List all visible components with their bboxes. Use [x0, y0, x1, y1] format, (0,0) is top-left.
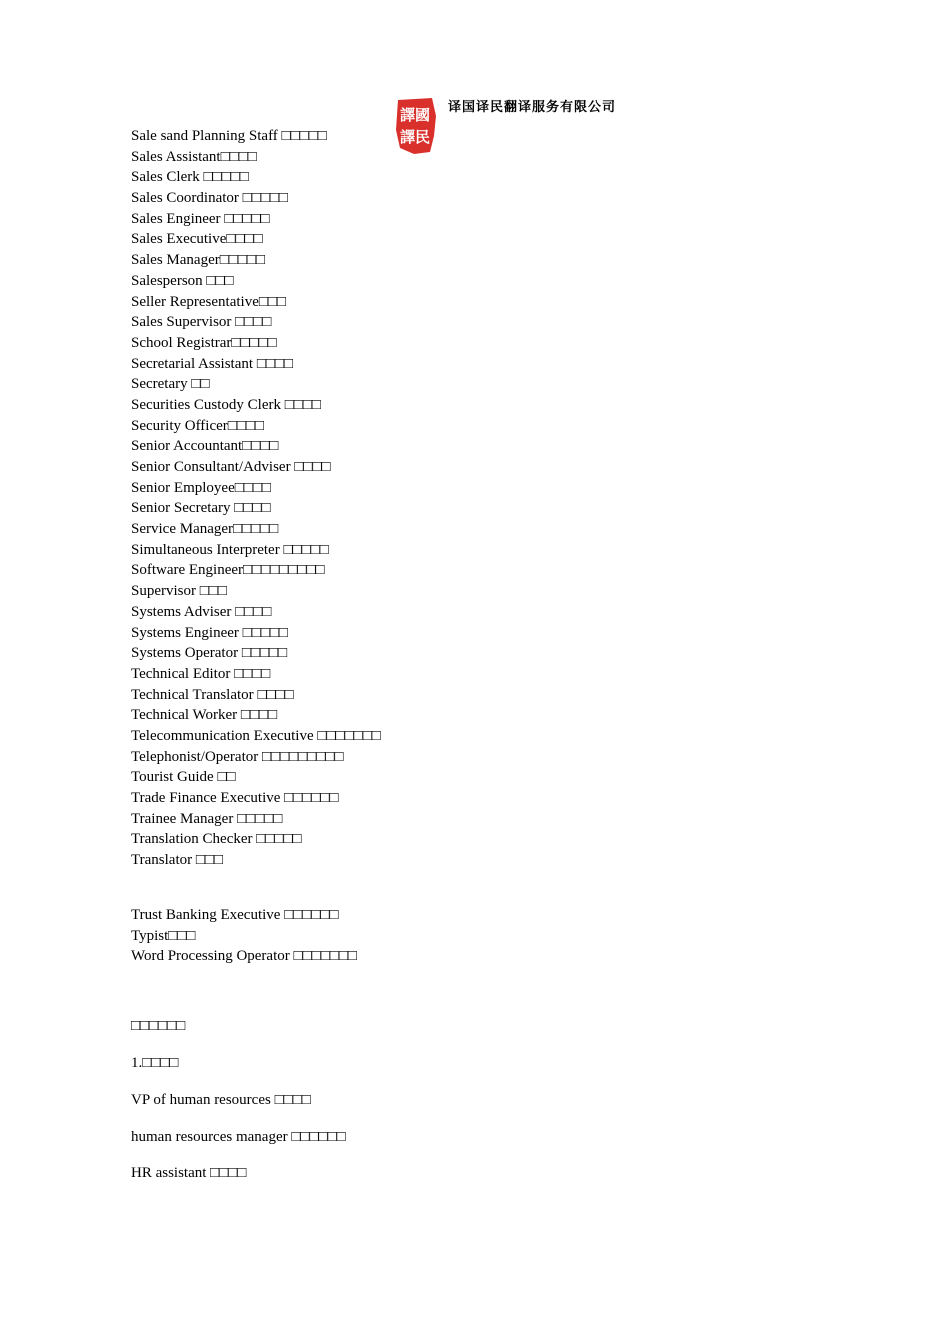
job-title-cn: □□□ — [195, 852, 224, 869]
list-item — [131, 416, 381, 437]
job-title-cn: □□□□ — [210, 1165, 247, 1181]
list-item — [131, 292, 381, 313]
job-title-en: Technical Translator — [131, 686, 254, 703]
list-item — [131, 333, 381, 354]
job-title-cn: □□□□□□ — [284, 907, 339, 923]
list-item — [131, 664, 381, 685]
list-item — [131, 354, 381, 375]
job-title-en: Sales Supervisor — [131, 314, 232, 331]
job-title-en: Systems Engineer — [131, 624, 239, 641]
job-title-en: Technical Worker — [131, 707, 238, 724]
job-title-cn: □□□ — [199, 583, 227, 600]
list-item — [131, 126, 381, 147]
job-title-cn: □□□□□□□□□ — [243, 562, 325, 579]
job-title-en: Seller Representative — [131, 293, 259, 310]
job-title-en: Telephonist/Operator — [131, 748, 259, 765]
list-item — [131, 167, 381, 188]
job-title-en: Systems Adviser — [131, 603, 232, 620]
job-title-cn: □□□□□ — [237, 810, 283, 827]
job-title-en: Secretary — [131, 376, 188, 393]
job-title-en: Salesperson — [131, 272, 203, 289]
job-title-en: Sales Clerk — [131, 169, 200, 186]
job-title-cn: □□□□ — [220, 148, 257, 165]
job-title-en: Sales Engineer — [131, 210, 221, 227]
list-item — [131, 250, 381, 271]
list-item — [131, 1090, 311, 1110]
job-title-cn: □□□□ — [240, 707, 278, 724]
list-item — [131, 478, 381, 499]
job-title-en: Telecommunication Executive — [131, 727, 314, 744]
job-title-cn: □□□□□ — [203, 169, 249, 186]
list-item — [131, 946, 357, 967]
section-subheading: 1.□□□□ — [131, 1055, 179, 1071]
list-item — [131, 1163, 246, 1183]
job-title-en: Senior Secretary — [131, 500, 231, 517]
job-title-en: Sales Executive — [131, 231, 227, 248]
job-title-cn: □□□□ — [235, 314, 272, 331]
list-item — [131, 147, 381, 168]
job-title-en: Tourist Guide — [131, 769, 214, 786]
list-item — [131, 747, 381, 768]
job-title-en: Sales Manager — [131, 252, 220, 269]
job-title-en: Trade Finance Executive — [131, 790, 281, 806]
job-title-en: human resources manager — [131, 1129, 288, 1145]
job-title-en: Senior Consultant/Adviser — [131, 459, 291, 475]
list-item — [131, 581, 381, 602]
company-name: 译国译民翻译服务有限公司 — [448, 100, 617, 115]
list-item — [131, 540, 381, 561]
list-item — [131, 209, 381, 230]
list-item — [131, 1127, 346, 1147]
list-item — [131, 829, 381, 850]
job-title-en: Secretarial Assistant — [131, 355, 254, 372]
job-title-cn: □□□□□ — [256, 831, 302, 848]
list-item — [131, 271, 381, 292]
job-title-en: Typist — [131, 927, 169, 944]
list-item — [131, 643, 381, 664]
job-title-cn: □□□□□ — [231, 334, 277, 351]
job-title-en: Sales Coordinator — [131, 190, 239, 207]
job-title-list-continued — [131, 905, 357, 967]
list-item — [131, 602, 381, 623]
list-item — [131, 809, 381, 830]
list-item — [131, 560, 381, 581]
job-title-cn: □□□ — [258, 293, 287, 310]
section-heading: □□□□□□ — [131, 1018, 186, 1034]
job-title-cn: □□□□ — [274, 1092, 311, 1108]
document-header — [392, 92, 652, 158]
job-title-en: Software Engineer — [131, 562, 244, 579]
job-title-cn: □□□□ — [235, 603, 272, 620]
job-title-en: Sale sand Planning Staff — [131, 128, 278, 144]
job-title-cn: □□□□□ — [281, 128, 327, 144]
list-item — [131, 436, 381, 457]
job-title-en: Systems Operator — [131, 645, 239, 662]
job-title-en: HR assistant — [131, 1165, 207, 1181]
job-title-cn: □□□□ — [256, 355, 294, 372]
list-item — [131, 498, 381, 519]
job-title-en: Word Processing Operator — [131, 948, 290, 965]
list-item — [131, 905, 357, 926]
job-title-cn: □□□□ — [284, 396, 321, 413]
job-title-cn: □□□□ — [234, 500, 271, 517]
job-title-en: Senior Employee — [131, 479, 235, 496]
job-title-cn: □□□□ — [234, 479, 271, 496]
job-title-cn: □□□□□ — [283, 541, 329, 558]
list-item — [131, 188, 381, 209]
job-title-en: Trainee Manager — [131, 810, 234, 827]
job-title-list — [131, 126, 381, 871]
seal-logo-icon — [392, 96, 438, 156]
list-item — [131, 457, 381, 478]
job-title-cn: □□□□□□□ — [293, 948, 357, 965]
job-title-cn: □□□□□ — [233, 521, 279, 538]
svg-text:譯民: 譯民 — [399, 128, 431, 146]
svg-text:譯國: 譯國 — [399, 106, 431, 124]
job-title-cn: □□□ — [206, 272, 234, 289]
job-title-en: Sales Assistant — [131, 148, 221, 165]
list-item — [131, 788, 381, 809]
job-title-cn: □□□□ — [294, 459, 331, 475]
job-title-cn: □□□□□ — [219, 252, 266, 269]
job-title-cn: □□□□□ — [241, 645, 288, 662]
job-title-cn: □□□□□ — [242, 190, 288, 207]
job-title-en: Security Officer — [131, 417, 228, 434]
job-title-en: Service Manager — [131, 521, 234, 538]
job-title-cn: □□□□ — [257, 686, 294, 703]
job-title-cn: □□□□□ — [224, 210, 270, 227]
list-item — [131, 767, 381, 788]
job-title-en: Translation Checker — [131, 831, 253, 848]
job-title-en: Supervisor — [131, 583, 196, 600]
job-title-en: School Registrar — [131, 334, 232, 351]
list-item — [131, 374, 381, 395]
list-item — [131, 850, 381, 871]
list-item — [131, 726, 381, 747]
job-title-en: Trust Banking Executive — [131, 907, 281, 923]
job-title-cn: □□□□ — [242, 438, 279, 455]
job-title-cn: □□□□□□ — [291, 1129, 346, 1145]
job-title-cn: □□□□ — [234, 665, 271, 682]
job-title-en: Securities Custody Clerk — [131, 396, 281, 413]
job-title-en: Translator — [131, 852, 193, 869]
list-item — [131, 685, 381, 706]
list-item — [131, 519, 381, 540]
job-title-cn: □□ — [217, 769, 236, 786]
job-title-cn: □□□□ — [227, 417, 265, 434]
job-title-cn: □□□□□□ — [284, 790, 339, 806]
job-title-cn: □□□ — [168, 927, 196, 944]
job-title-cn: □□□□□ — [242, 624, 288, 641]
job-title-en: Technical Editor — [131, 665, 231, 682]
job-title-en: Senior Accountant — [131, 438, 243, 455]
list-item — [131, 705, 381, 726]
job-title-en: Simultaneous Interpreter — [131, 541, 280, 558]
list-item — [131, 312, 381, 333]
job-title-cn: □□□□ — [226, 231, 263, 248]
list-item — [131, 229, 381, 250]
list-item — [131, 623, 381, 644]
job-title-cn: □□□□□□□ — [317, 727, 381, 744]
job-title-cn: □□ — [191, 376, 210, 393]
job-title-en: VP of human resources — [131, 1092, 271, 1108]
list-item — [131, 926, 357, 947]
list-item — [131, 395, 381, 416]
job-title-cn: □□□□□□□□□ — [262, 748, 344, 765]
